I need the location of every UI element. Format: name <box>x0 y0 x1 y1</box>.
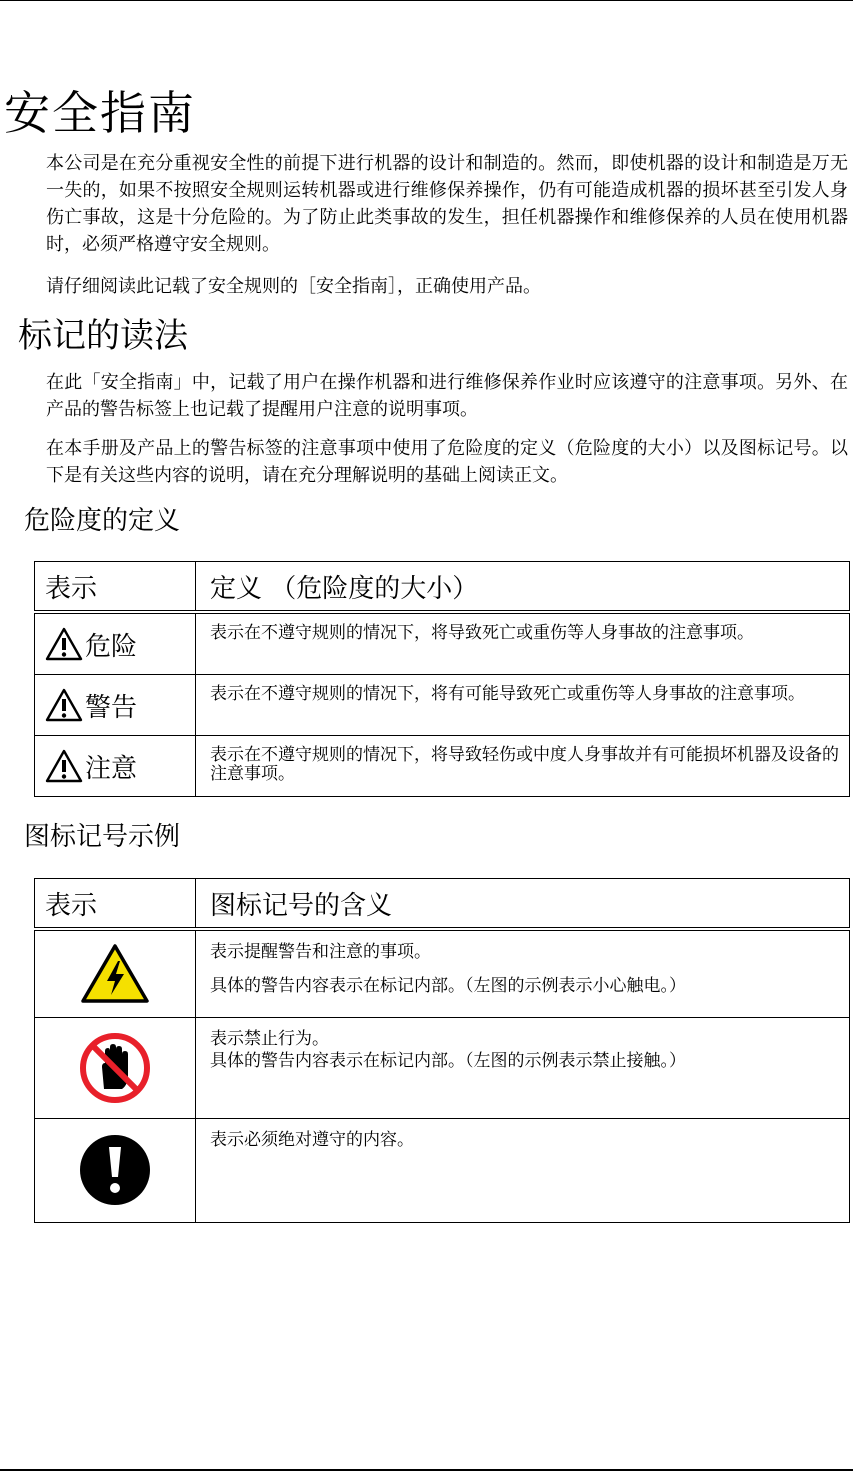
hazard-header-display: 表示 <box>35 562 196 613</box>
caution-triangle-icon <box>45 688 83 722</box>
icon-header-meaning: 图标记号的含义 <box>196 879 850 930</box>
hazard-level-label: 警告 <box>85 692 138 723</box>
hazard-level-label: 注意 <box>85 753 138 784</box>
caution-triangle-icon <box>45 749 83 783</box>
icon-meaning-line-1: 表示禁止行为。 <box>210 1028 329 1049</box>
section-title-marking: 标记的读法 <box>18 316 188 356</box>
bottom-rule <box>0 1469 853 1471</box>
intro-paragraph-2: 请仔细阅读此记载了安全规则的［安全指南］，正确使用产品。 <box>46 276 541 297</box>
icon-header-display: 表示 <box>35 879 196 930</box>
icon-meaning-line-2: 具体的警告内容表示在标记内部。（左图的示例表示小心触电。） <box>210 976 686 996</box>
caution-triangle-icon <box>45 627 83 661</box>
icon-table <box>34 878 850 1223</box>
section-title-icons: 图标记号示例 <box>24 822 181 852</box>
hazard-row-danger <box>35 612 850 675</box>
mandatory-exclamation-icon <box>78 1133 152 1207</box>
intro-paragraph-1: 本公司是在充分重视安全性的前提下进行机器的设计和制造的。然而，即使机器的设计和制造是万无一失的，如果不按照安全规则运转机器或进行维修保养操作，仍有可能造成机器的损坏甚至引发人身伤亡事故，这是十分危险的。为了防止此类事故的发生，担任机器操作和维修保养的人员在使用机器时，必须严格遵守安全规则。 <box>46 153 848 255</box>
hazard-table-header <box>35 562 850 613</box>
hazard-definition: 表示在不遵守规则的情况下，将有可能导致死亡或重伤等人身事故的注意事项。 <box>210 684 805 704</box>
hazard-table <box>34 561 850 797</box>
hazard-definition: 表示在不遵守规则的情况下，将导致死亡或重伤等人身事故的注意事项。 <box>210 623 754 643</box>
hazard-row-warning <box>35 675 850 736</box>
icon-meaning-line-2: 具体的警告内容表示在标记内部。（左图的示例表示禁止接触。） <box>210 1050 686 1071</box>
hazard-level-label: 危险 <box>85 631 138 662</box>
page-title: 安全指南 <box>4 86 196 140</box>
icon-meaning-line-1: 表示提醒警告和注意的事项。 <box>210 942 431 962</box>
icon-row-prohibit <box>35 1017 850 1118</box>
electric-shock-warning-icon <box>80 943 150 1005</box>
marking-paragraph-1: 在此「安全指南」中，记载了用户在操作机器和进行维修保养作业时应该遵守的注意事项。另外、在产品的警告标签上也记载了提醒用户注意的说明事项。 <box>46 372 848 420</box>
hazard-header-definition: 定义 （危险度的大小） <box>196 562 850 613</box>
no-touch-prohibition-icon <box>78 1031 152 1105</box>
icon-table-header <box>35 879 850 930</box>
icon-row-mandatory <box>35 1118 850 1222</box>
hazard-row-caution <box>35 736 850 797</box>
section-title-hazard: 危险度的定义 <box>24 506 181 536</box>
icon-row-electric <box>35 929 850 1017</box>
hazard-definition: 表示在不遵守规则的情况下，将导致轻伤或中度人身事故并有可能损坏机器及设备的注意事项。 <box>210 745 839 784</box>
icon-meaning-line-1: 表示必须绝对遵守的内容。 <box>210 1129 414 1150</box>
top-rule <box>0 0 853 1</box>
marking-paragraph-2: 在本手册及产品上的警告标签的注意事项中使用了危险度的定义（危险度的大小）以及图标记号。以下是有关这些内容的说明，请在充分理解说明的基础上阅读正文。 <box>46 438 848 486</box>
